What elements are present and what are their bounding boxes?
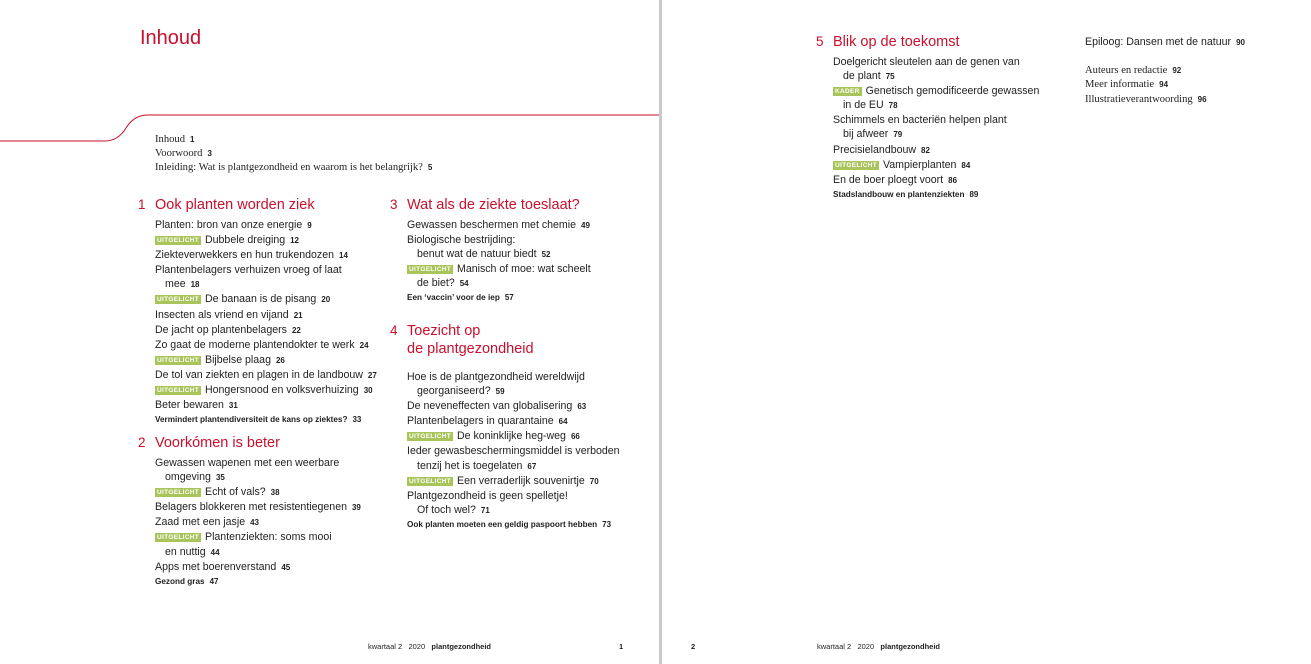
entry-page-number: 14 — [339, 251, 348, 261]
entry-title: Zaad met een jasje — [155, 516, 246, 529]
entry-title: De neveneffecten van globalisering — [407, 400, 573, 413]
chapter-title — [155, 434, 361, 452]
entry-page-number: 63 — [577, 402, 587, 412]
chapter-number: 4 — [390, 323, 398, 338]
right-page — [662, 0, 1311, 664]
entry-title: Insecten als vriend en vijand — [155, 308, 289, 321]
toc-entry[interactable]: Auteurs en redactie 92 — [1085, 65, 1182, 77]
section-badge: UITGELICHT — [157, 534, 199, 542]
entry-page-number: 44 — [210, 547, 220, 557]
toc-entry[interactable] — [155, 383, 377, 398]
toc-entry[interactable] — [833, 173, 1039, 188]
entry-page-number: 59 — [495, 387, 505, 397]
entry-page-number: 22 — [291, 325, 301, 335]
section-badge: UITGELICHT — [409, 477, 451, 485]
toc-entry[interactable] — [407, 399, 620, 414]
page-number: 1 — [619, 642, 624, 651]
entry-title: Gewassen beschermen met chemie — [407, 219, 576, 231]
entry-page-number: 64 — [558, 417, 568, 427]
toc-entry[interactable]: Inleiding: Wat is plantgezondheid en waarom is het belangrijk? 5 — [155, 162, 433, 174]
section-badge: UITGELICHT — [409, 266, 451, 274]
toc-entry[interactable] — [155, 248, 377, 263]
footer-issue: kwartaal 2 — [817, 642, 852, 651]
chapter-4 — [390, 322, 620, 532]
footer-topic: plantgezondheid — [880, 642, 940, 651]
footer-year: 2020 — [857, 642, 875, 651]
toc-entry[interactable]: Epiloog: Dansen met de natuur 90 — [1085, 36, 1245, 48]
entry-title: Precisielandbouw — [833, 143, 917, 156]
page-title: Inhoud — [140, 27, 202, 49]
entry-page-number: 18 — [190, 280, 200, 290]
chapter-title — [833, 33, 1039, 51]
entry-title: Ieder gewasbeschermingsmiddel is verboden — [407, 445, 620, 458]
entry-title: Hongersnood en volksverhuizing — [205, 384, 359, 397]
entry-page-number: 21 — [293, 310, 303, 320]
entry-page-number: 20 — [321, 295, 331, 305]
chapter-3 — [390, 196, 591, 305]
entry-title: De jacht op plantenbelagers — [155, 323, 287, 336]
entry-title: De banaan is de pisang — [205, 293, 317, 306]
toc-entry[interactable]: Illustratieverantwoording 96 — [1085, 93, 1207, 105]
section-badge: KADER — [835, 88, 860, 96]
entry-title: Planten: bron van onze energie — [155, 219, 303, 231]
chapter-entries — [155, 218, 377, 427]
toc-entry[interactable] — [833, 143, 1039, 158]
entry-title: Beter bewaren — [155, 399, 224, 412]
entry-title: mee — [165, 278, 186, 291]
entry-page-number: 24 — [359, 340, 369, 350]
toc-entry[interactable] — [155, 308, 377, 323]
chapter-title-line: Toezicht op — [407, 323, 481, 339]
section-badge: UITGELICHT — [157, 237, 199, 245]
chapter-title-line: Wat als de ziekte toeslaat? — [407, 197, 580, 213]
entry-title: Plantgezondheid is geen spelletje! — [407, 489, 568, 502]
kader-entry[interactable] — [407, 291, 591, 305]
entry-page-number: 71 — [480, 505, 490, 515]
entry-page-number: 89 — [969, 189, 979, 199]
entry-page-number: 9 — [307, 221, 312, 230]
entry-title: Doelgericht sleutelen aan de genen van — [833, 56, 1020, 68]
toc-entry[interactable] — [155, 530, 361, 559]
entry-page-number: 79 — [893, 130, 903, 140]
toc-entry[interactable] — [155, 218, 377, 233]
toc-entry[interactable] — [155, 560, 361, 575]
footer — [817, 642, 940, 651]
toc-entry[interactable] — [155, 263, 377, 292]
entry-title: benut wat de natuur biedt — [417, 248, 537, 261]
entry-title: Vermindert plantendiversiteit de kans op ziektes? — [155, 415, 348, 425]
chapter-heading[interactable] — [138, 434, 361, 452]
entry-title: Gezond gras — [155, 576, 205, 586]
toc-entry[interactable]: Inhoud 1 — [155, 134, 195, 145]
chapter-title-line: de plantgezondheid — [407, 341, 534, 357]
toc-entry[interactable] — [155, 233, 377, 248]
chapter-title-line: Voorkómen is beter — [155, 435, 280, 451]
entry-page-number: 78 — [888, 101, 898, 111]
entry-title: Dubbele dreiging — [205, 234, 286, 247]
section-badge: UITGELICHT — [157, 356, 199, 364]
entry-title: Genetisch gemodificeerde gewassen — [865, 85, 1040, 98]
entry-page-number: 84 — [961, 160, 971, 170]
entry-page-number: 66 — [570, 432, 580, 442]
toc-entry[interactable] — [155, 323, 377, 338]
section-badge: UITGELICHT — [157, 489, 199, 497]
toc-entry[interactable] — [155, 500, 361, 515]
entry-page-number: 82 — [921, 145, 930, 155]
chapter-entries — [407, 370, 620, 532]
toc-entry[interactable] — [407, 218, 591, 233]
entry-title: Een verraderlijk souvenirtje — [457, 474, 585, 487]
entry-title: Belagers blokkeren met resistentiegenen — [155, 501, 347, 514]
chapter-entries — [833, 55, 1039, 202]
toc-entry[interactable] — [155, 368, 377, 383]
toc-entry[interactable] — [155, 292, 377, 307]
entry-title: De koninklijke heg-weg — [457, 430, 566, 443]
entry-page-number: 52 — [541, 250, 551, 260]
entry-title: Schimmels en bacteriën helpen plant — [833, 114, 1007, 127]
chapter-title-line: Ook planten worden ziek — [155, 197, 315, 213]
chapter-title — [155, 196, 377, 214]
entry-page-number: 54 — [459, 279, 469, 289]
toc-entry[interactable] — [155, 353, 377, 368]
chapter-heading[interactable] — [390, 322, 620, 358]
footer-topic: plantgezondheid — [431, 642, 491, 651]
toc-entry[interactable] — [407, 414, 620, 429]
entry-title: en nuttig — [165, 545, 206, 558]
chapter-heading[interactable] — [138, 196, 377, 214]
entry-page-number: 39 — [351, 503, 361, 513]
entry-title: Ziekteverwekkers en hun trukendozen — [155, 249, 335, 262]
toc-entry[interactable] — [155, 398, 377, 413]
section-badge: UITGELICHT — [157, 296, 199, 304]
toc-entry[interactable] — [155, 338, 377, 353]
entry-title: Gewassen wapenen met een weerbare — [155, 457, 340, 469]
entry-title: En de boer ploegt voort — [833, 173, 944, 186]
chapter-title-line: Blik op de toekomst — [833, 34, 960, 50]
chapter-number: 3 — [390, 197, 398, 212]
entry-title: Bijbelse plaag — [205, 353, 271, 366]
chapter-1 — [138, 196, 377, 427]
entry-page-number: 33 — [352, 415, 362, 425]
toc-entry[interactable]: Meer informatie 94 — [1085, 79, 1169, 91]
entry-title: Of toch wel? — [417, 503, 476, 516]
footer-year: 2020 — [408, 642, 426, 651]
toc-entry[interactable] — [155, 485, 361, 500]
entry-page-number: 31 — [228, 401, 238, 411]
entry-title: in de EU — [843, 99, 884, 112]
front-matter-list — [155, 133, 432, 176]
chapter-entries — [407, 218, 591, 305]
toc-entry[interactable] — [407, 262, 591, 291]
chapter-heading[interactable] — [390, 196, 591, 214]
chapter-entries — [155, 456, 361, 589]
entry-page-number: 75 — [885, 72, 895, 82]
toc-entry[interactable] — [833, 84, 1039, 113]
entry-page-number: 30 — [363, 386, 373, 396]
kader-entry[interactable] — [155, 575, 361, 589]
entry-title: De tol van ziekten en plagen in de landbouw — [155, 368, 363, 381]
entry-page-number: 26 — [275, 355, 285, 365]
section-badge: UITGELICHT — [835, 161, 877, 169]
kader-entry[interactable] — [155, 413, 377, 427]
kader-entry[interactable] — [833, 188, 1039, 202]
entry-page-number: 47 — [209, 576, 219, 586]
toc-entry[interactable]: Voorwoord 3 — [155, 148, 212, 160]
chapter-heading[interactable] — [816, 33, 1039, 51]
entry-page-number: 38 — [270, 488, 280, 498]
chapter-title — [407, 196, 591, 214]
chapter-number: 2 — [138, 435, 146, 450]
toc-entry[interactable] — [407, 233, 591, 262]
toc-entry[interactable] — [833, 158, 1039, 173]
toc-entry[interactable] — [833, 55, 1039, 84]
toc-entry[interactable] — [407, 444, 620, 473]
entry-title: Apps met boerenverstand — [155, 560, 277, 573]
entry-title: omgeving — [165, 471, 211, 484]
chapter-5 — [816, 33, 1040, 202]
page-number: 2 — [691, 642, 696, 651]
entry-title: Hoe is de plantgezondheid wereldwijd — [407, 371, 585, 383]
entry-title: Een ‘vaccin’ voor de iep — [407, 293, 500, 303]
toc-entry[interactable] — [155, 456, 361, 485]
entry-page-number: 43 — [250, 518, 260, 528]
footer — [368, 642, 491, 651]
entry-title: de plant — [843, 70, 881, 83]
kader-entry[interactable] — [407, 518, 620, 532]
back-matter-list — [1085, 35, 1245, 107]
toc-entry[interactable] — [407, 429, 620, 444]
entry-title: Zo gaat de moderne plantendokter te werk — [155, 338, 355, 351]
toc-entry[interactable] — [407, 489, 620, 518]
entry-page-number: 45 — [281, 562, 291, 572]
toc-entry[interactable] — [407, 474, 620, 489]
chapter-number: 5 — [816, 34, 824, 49]
entry-title: Vampierplanten — [883, 158, 957, 171]
entry-page-number: 57 — [504, 293, 514, 303]
entry-title: Echt of vals? — [205, 486, 266, 499]
entry-title: Plantenziekten: soms mooi — [205, 531, 332, 544]
chapter-2 — [138, 434, 361, 589]
entry-title: Ook planten moeten een geldig paspoort hebben — [407, 519, 598, 529]
toc-entry[interactable] — [407, 370, 620, 399]
footer-issue: kwartaal 2 — [368, 642, 403, 651]
entry-title: tenzij het is toegelaten — [417, 459, 523, 472]
section-badge: UITGELICHT — [157, 387, 199, 395]
entry-title: Plantenbelagers in quarantaine — [407, 415, 554, 428]
entry-page-number: 27 — [367, 370, 377, 380]
entry-title: bij afweer — [843, 128, 889, 141]
entry-page-number: 67 — [527, 461, 537, 471]
chapter-title — [407, 322, 620, 358]
entry-title: Plantenbelagers verhuizen vroeg of laat — [155, 264, 342, 277]
chapter-number: 1 — [138, 197, 146, 212]
entry-title: Biologische bestrijding: — [407, 234, 516, 247]
entry-page-number: 86 — [948, 175, 958, 185]
toc-entry[interactable] — [833, 113, 1039, 142]
toc-entry[interactable] — [155, 515, 361, 530]
entry-page-number: 49 — [581, 221, 590, 230]
entry-page-number: 12 — [290, 236, 300, 246]
entry-title: de biet? — [417, 277, 455, 290]
section-badge: UITGELICHT — [409, 433, 451, 441]
entry-title: Stadslandbouw en plantenziekten — [833, 189, 965, 199]
entry-page-number: 35 — [215, 473, 225, 483]
entry-page-number: 73 — [602, 519, 612, 529]
entry-page-number: 70 — [589, 476, 599, 486]
entry-title: georganiseerd? — [417, 385, 491, 398]
entry-title: Manisch of moe: wat scheelt — [457, 263, 591, 276]
